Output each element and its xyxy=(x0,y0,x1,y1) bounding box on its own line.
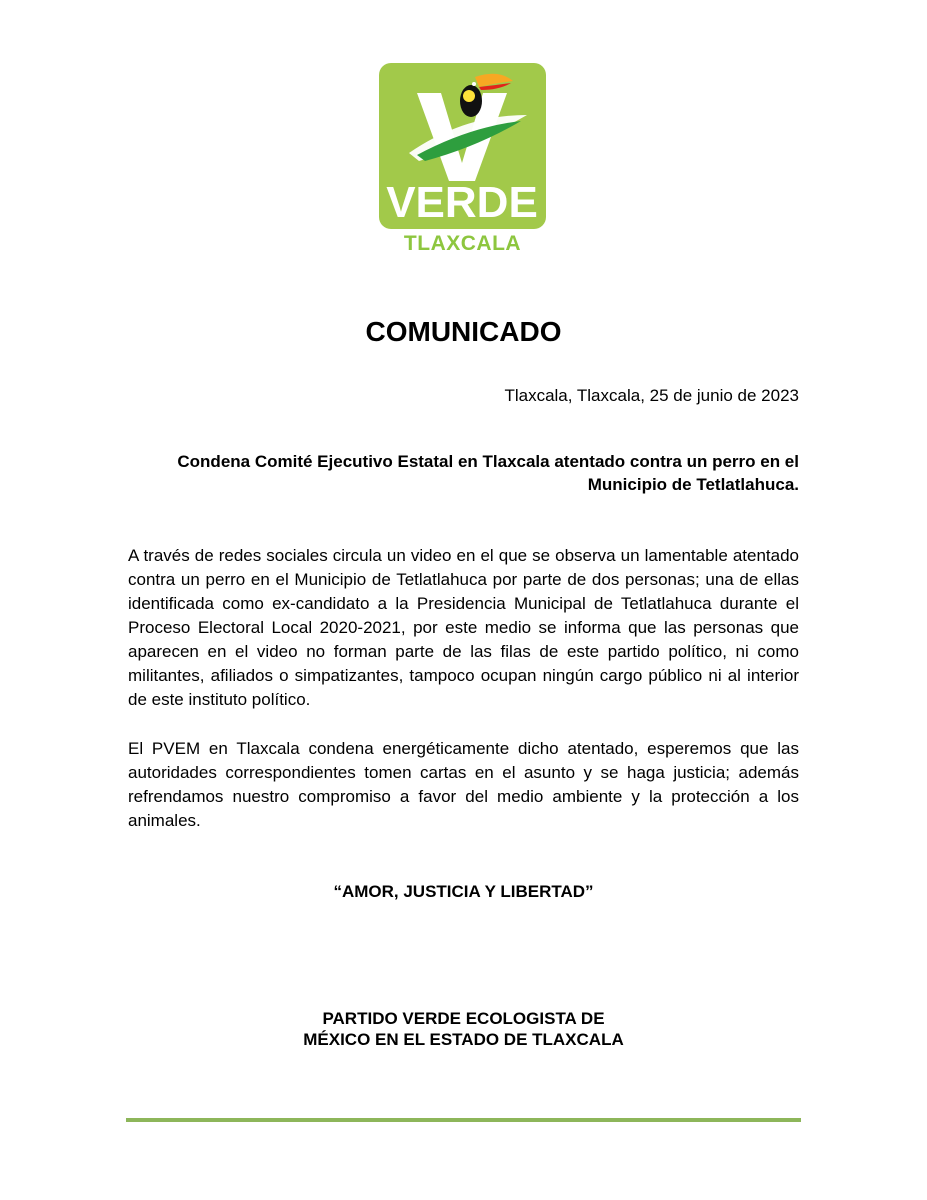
signature-line-2: MÉXICO EN EL ESTADO DE TLAXCALA xyxy=(303,1030,624,1049)
logo-wordmark: VERDE xyxy=(386,178,538,227)
toucan-logo-icon xyxy=(379,63,546,229)
page-title: COMUNICADO xyxy=(365,316,562,347)
body-paragraph-2: El PVEM en Tlaxcala condena energéticamente dicho atentado, esperemos que las autoridades correspondientes tomen cartas en el asunto y se haga justicia; además refrendamos nuestro compromiso a favor del medio ambiente y la protección a los animales. xyxy=(128,739,799,830)
signature-line-1: PARTIDO VERDE ECOLOGISTA DE xyxy=(322,1009,605,1028)
date-line: Tlaxcala, Tlaxcala, 25 de junio de 2023 xyxy=(504,386,799,405)
signature-block xyxy=(0,1008,927,1050)
headline xyxy=(128,450,799,496)
headline-line-2: Municipio de Tetlatlahuca. xyxy=(587,475,799,494)
logo-subtitle: TLAXCALA xyxy=(403,232,522,255)
party-logo xyxy=(379,63,546,229)
footer-rule xyxy=(126,1118,801,1122)
body-paragraph-1: A través de redes sociales circula un video en el que se observa un lamentable atentado contra un perro en el Municipio de Tetlatlahuca por parte de dos personas; una de ellas identificada como ex-candidato a la Presidencia Municipal de Tetlatlahuca durante el Proceso Electoral Local 2020-2021, por este medio se informa que las personas que aparecen en el video no forman parte de las filas de este partido político, ni como militantes, afiliados o simpatizantes, tampoco ocupan ningún cargo público ni al interior de este instituto político. xyxy=(128,546,799,709)
headline-line-1: Condena Comité Ejecutivo Estatal en Tlaxcala atentado contra un perro en el xyxy=(177,452,799,471)
motto: “AMOR, JUSTICIA Y LIBERTAD” xyxy=(333,882,594,901)
